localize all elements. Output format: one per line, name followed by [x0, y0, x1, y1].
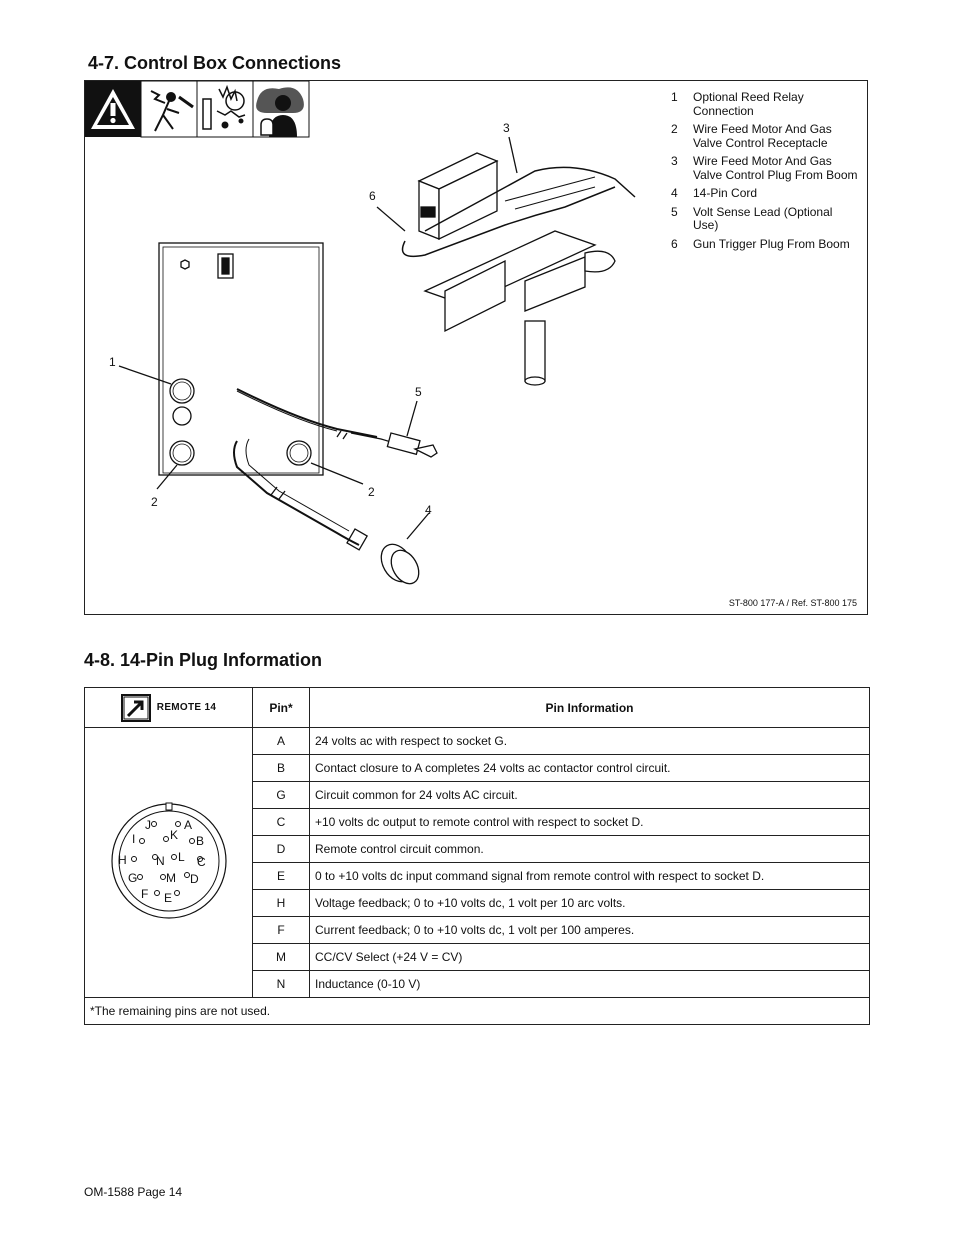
pin-label-f: F: [140, 887, 148, 901]
wire-feeder-unit: [419, 81, 497, 239]
pin-info-cell: Circuit common for 24 volts AC circuit.: [310, 782, 870, 809]
pin-label-k: K: [169, 828, 178, 842]
callout-1: 1: [109, 355, 116, 369]
figure-control-box: [84, 80, 868, 615]
pin-info-cell: 0 to +10 volts dc input command signal from remote control with respect to socket D.: [310, 863, 870, 890]
pin-information-table: [84, 687, 870, 1025]
remote-14-label: REMOTE 14: [156, 702, 217, 713]
pin-label-g: G: [127, 871, 137, 885]
legend-text: 14-Pin Cord: [693, 186, 758, 200]
table-footnote-row: [85, 998, 870, 1025]
pin-info-cell: Inductance (0-10 V): [310, 971, 870, 998]
pin-info-cell: Remote control circuit common.: [310, 836, 870, 863]
pin-label-h: H: [117, 853, 127, 867]
section-title-control-box: 4-7. Control Box Connections: [88, 53, 342, 73]
column-header-pin: Pin*: [253, 688, 310, 728]
legend-number: 3: [671, 154, 678, 168]
14-pin-connector-diagram: [104, 801, 234, 921]
pin-label-b: B: [195, 834, 204, 848]
pin-cell: C: [253, 809, 310, 836]
pin-cell: G: [253, 782, 310, 809]
connector-diagram-cell: [85, 728, 253, 998]
pin-cell: A: [253, 728, 310, 755]
legend-text: Wire Feed Motor And Gas Valve Control Receptacle: [693, 122, 832, 150]
pin-info-cell: +10 volts dc output to remote control with respect to socket D.: [310, 809, 870, 836]
figure-reference: ST-800 177-A / Ref. ST-800 175: [728, 598, 857, 608]
pin-label-a: A: [183, 818, 192, 832]
legend-number: 5: [671, 204, 678, 219]
pin-cell: N: [253, 971, 310, 998]
remote-14-header: [85, 688, 253, 728]
pin-cell: D: [253, 836, 310, 863]
pin-info-cell: Voltage feedback; 0 to +10 volts dc, 1 volt per 10 arc volts.: [310, 890, 870, 917]
legend-text: Optional Reed Relay Connection: [693, 90, 804, 118]
boom-mount: [425, 231, 615, 385]
page-footer: OM-1588 Page 14: [84, 1185, 183, 1199]
pin-label-d: D: [189, 872, 199, 886]
pin-info-cell: Current feedback; 0 to +10 volts dc, 1 volt per 100 amperes.: [310, 917, 870, 944]
pin-cell: H: [253, 890, 310, 917]
pin-label-m: M: [165, 871, 176, 885]
pin-label-e: E: [163, 891, 172, 905]
pin-info-cell: CC/CV Select (+24 V = CV): [310, 944, 870, 971]
control-box-panel: [159, 243, 323, 475]
legend-text: Volt Sense Lead (Optional Use): [693, 204, 833, 232]
callout-2-left: 2: [151, 495, 158, 509]
pin-info-cell: 24 volts ac with respect to socket G.: [310, 728, 870, 755]
callout-6: 6: [369, 189, 376, 203]
pin-cell: M: [253, 944, 310, 971]
legend-text: Gun Trigger Plug From Boom: [693, 236, 850, 251]
remote-arrow-icon: [121, 694, 151, 722]
pin-label-n: N: [155, 854, 165, 868]
connection-diagram: [85, 81, 869, 616]
legend-number: 6: [671, 236, 678, 251]
callout-2-right: 2: [368, 485, 375, 499]
legend-number: 2: [671, 122, 678, 136]
pin-cell: B: [253, 755, 310, 782]
legend-number: 4: [671, 186, 678, 200]
legend-text: Wire Feed Motor And Gas Valve Control Plug From Boom: [693, 154, 858, 182]
pin-label-c: C: [196, 855, 206, 869]
section-title-14-pin: 4-8. 14-Pin Plug Information: [84, 650, 323, 670]
callout-4: 4: [425, 503, 432, 517]
callout-3: 3: [503, 121, 510, 135]
pin-label-i: I: [131, 832, 135, 846]
table-footnote: *The remaining pins are not used.: [85, 998, 870, 1025]
legend-number: 1: [671, 90, 678, 104]
pin-cell: E: [253, 863, 310, 890]
table-header-row: [85, 688, 870, 728]
pin-cell: F: [253, 917, 310, 944]
table-row: [85, 728, 870, 755]
pin-label-l: L: [177, 850, 185, 864]
pin-label-j: J: [144, 818, 151, 832]
column-header-info: Pin Information: [310, 688, 870, 728]
pin-info-cell: Contact closure to A completes 24 volts ac contactor control circuit.: [310, 755, 870, 782]
callout-5: 5: [415, 385, 422, 399]
